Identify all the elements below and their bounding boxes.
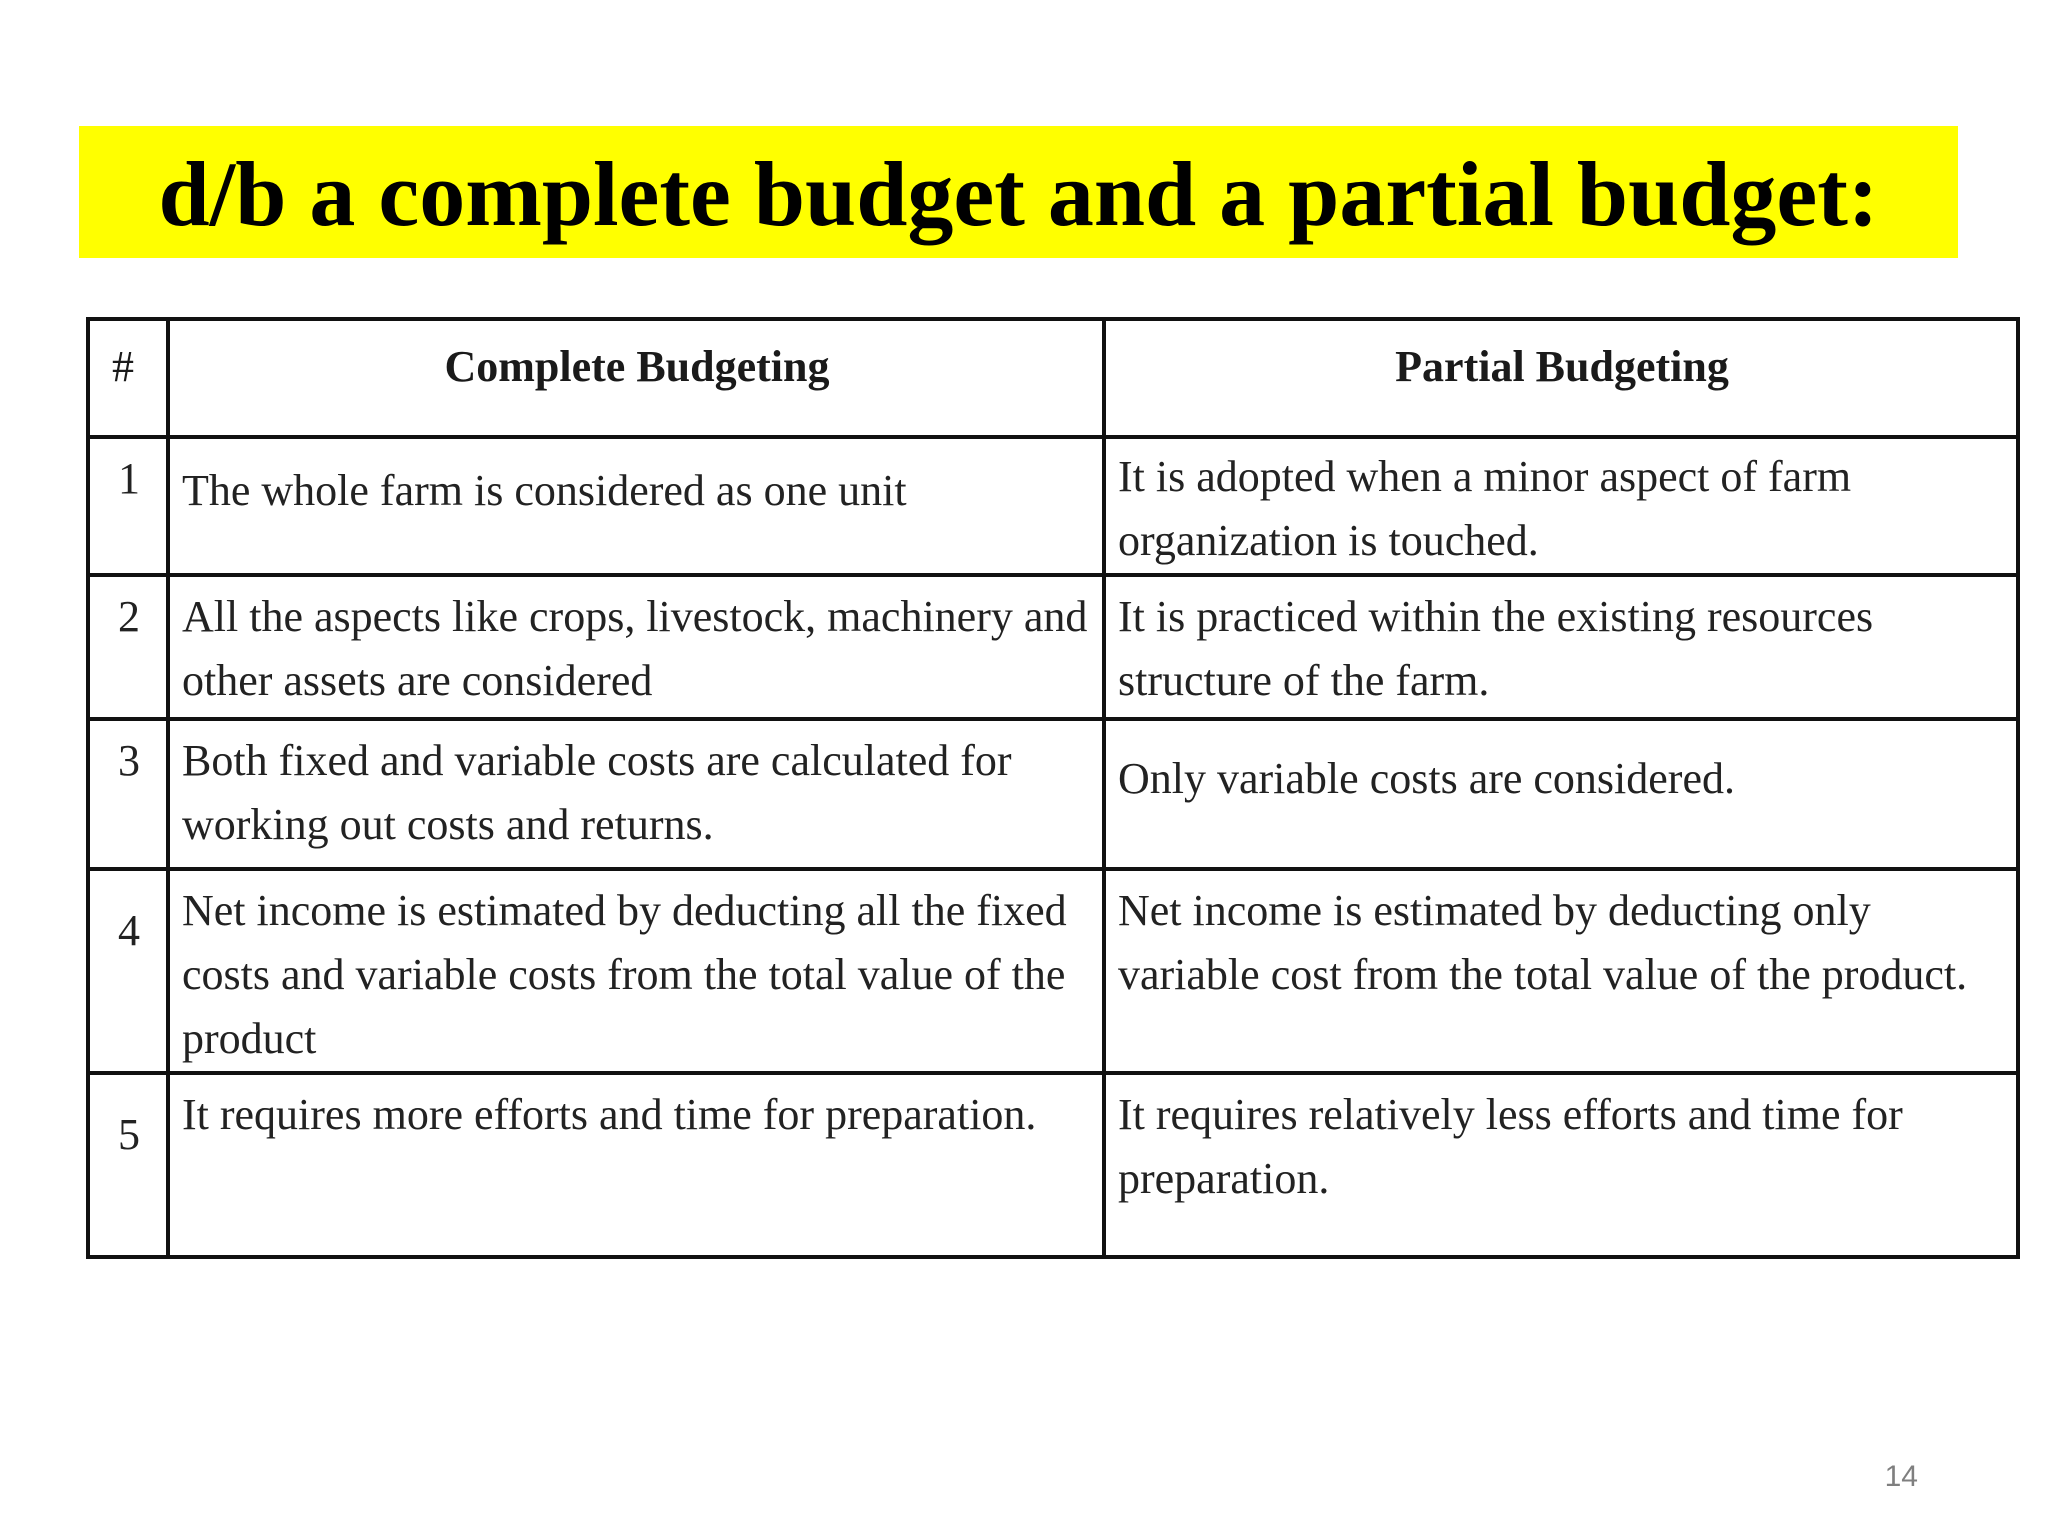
table-row <box>88 719 2018 869</box>
row-number: 5 <box>88 1073 168 1257</box>
header-complete-budgeting: Complete Budgeting <box>168 319 1104 437</box>
complete-budgeting-cell: All the aspects like crops, livestock, machinery and other assets are considered <box>168 575 1104 719</box>
partial-budgeting-cell: It is practiced within the existing resources structure of the farm. <box>1104 575 2018 719</box>
table-header-row <box>88 319 2018 437</box>
header-number: # <box>88 319 168 437</box>
comparison-table-container <box>86 317 2016 1251</box>
complete-budgeting-cell: Net income is estimated by deducting all the fixed costs and variable costs from the total value of the product <box>168 869 1104 1073</box>
page-number: 14 <box>1884 1460 1918 1493</box>
complete-budgeting-cell: The whole farm is considered as one unit <box>168 437 1104 575</box>
complete-budgeting-cell: It requires more efforts and time for preparation. <box>168 1073 1104 1257</box>
table-row <box>88 437 2018 575</box>
header-partial-budgeting: Partial Budgeting <box>1104 319 2018 437</box>
title-banner <box>79 126 1958 258</box>
table-row <box>88 869 2018 1073</box>
row-number: 3 <box>88 719 168 869</box>
table-row <box>88 1073 2018 1257</box>
partial-budgeting-cell: It requires relatively less efforts and time for preparation. <box>1104 1073 2018 1257</box>
partial-budgeting-cell: Only variable costs are considered. <box>1104 719 2018 869</box>
complete-budgeting-cell: Both fixed and variable costs are calculated for working out costs and returns. <box>168 719 1104 869</box>
row-number: 4 <box>88 869 168 1073</box>
partial-budgeting-cell: Net income is estimated by deducting only variable cost from the total value of the product. <box>1104 869 2018 1073</box>
comparison-table <box>86 317 2020 1259</box>
table-row <box>88 575 2018 719</box>
row-number: 1 <box>88 437 168 575</box>
row-number: 2 <box>88 575 168 719</box>
partial-budgeting-cell: It is adopted when a minor aspect of farm organization is touched. <box>1104 437 2018 575</box>
slide-title: d/b a complete budget and a partial budget: <box>158 143 1879 245</box>
